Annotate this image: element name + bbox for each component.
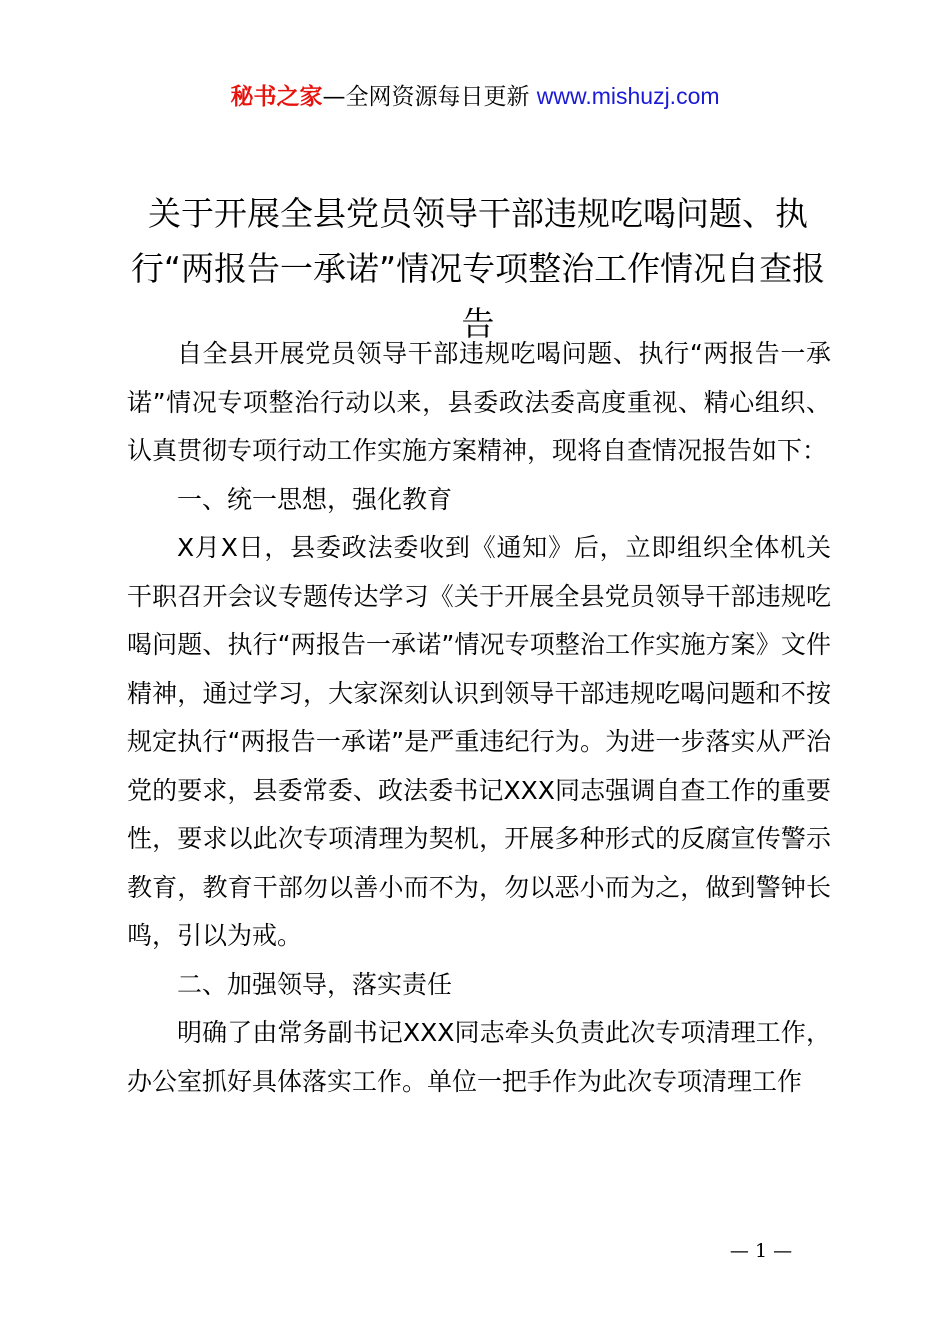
- document-title: 关于开展全县党员领导干部违规吃喝问题、执行“两报告一承诺”情况专项整治工作情况自查报告: [130, 194, 826, 343]
- section-heading-2: 二、加强领导，落实责任: [177, 969, 453, 999]
- site-header: [0, 78, 950, 115]
- document-body: [127, 330, 831, 1106]
- section-heading-1: 一、统一思想，强化教育: [177, 484, 453, 514]
- header-tagline: —全网资源每日更新: [322, 84, 530, 110]
- brand-name: 秘书之家: [230, 84, 323, 110]
- page-number: — 1 —: [729, 1240, 793, 1262]
- site-url[interactable]: www.mishuzj.com: [536, 83, 720, 109]
- section-2-paragraph: 明确了由常务副书记XXX同志牵头负责此次专项清理工作，办公室抓好具体落实工作。单位一把手作为此次专项清理工作: [127, 1018, 831, 1096]
- section-1-paragraph: X月X日，县委政法委收到《通知》后，立即组织全体机关干职召开会议专题传达学习《关于开展全县党员领导干部违规吃喝问题、执行“两报告一承诺”情况专项整治工作实施方案》文件精神，通过学习，大家深刻认识到领导干部违规吃喝问题和不按规定执行“两报告一承诺”是严重违纪行为。为进一步落实从严治党的要求，县委常委、政法委书记XXX同志强调自查工作的重要性，要求以此次专项清理为契机，开展多种形式的反腐宣传警示教育，教育干部勿以善小而不为，勿以恶小而为之，做到警钟长鸣，引以为戒。: [127, 533, 831, 950]
- intro-paragraph: 自全县开展党员领导干部违规吃喝问题、执行“两报告一承诺”情况专项整治行动以来，县委政法委高度重视、精心组织、认真贯彻专项行动工作实施方案精神，现将自查情况报告如下：: [127, 339, 831, 465]
